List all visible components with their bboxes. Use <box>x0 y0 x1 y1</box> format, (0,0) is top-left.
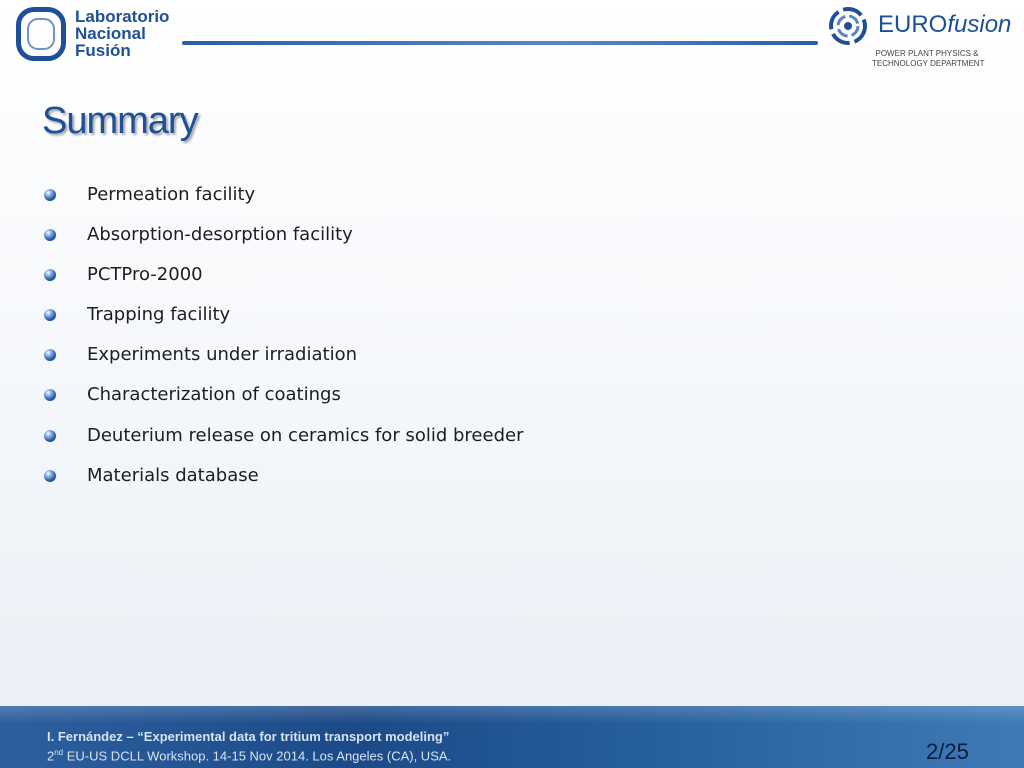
header-divider <box>182 41 818 45</box>
eurofusion-department-line: POWER PLANT PHYSICS & <box>875 49 979 58</box>
bullet-icon <box>44 470 56 482</box>
bullet-icon <box>44 430 56 442</box>
list-item-text: Permeation facility <box>87 184 256 205</box>
list-item-text: Deuterium release on ceramics for solid breeder <box>87 424 524 446</box>
lnf-logo-icon <box>16 7 66 61</box>
bullet-icon <box>44 229 56 241</box>
bullet-icon <box>44 389 56 401</box>
list-item-text: Trapping facility <box>87 304 231 326</box>
list-item-text: Materials database <box>87 464 259 486</box>
bullet-icon <box>44 309 56 321</box>
lnf-logo-text <box>75 8 195 59</box>
eurofusion-logo <box>826 4 1016 72</box>
lnf-logo-line: Fusión <box>75 41 131 60</box>
lnf-logo-line: Laboratorio <box>75 7 170 26</box>
page-title: Summary <box>42 100 198 142</box>
page-number: 2/25 <box>926 739 969 764</box>
footer-presentation-title: I. Fernández – “Experimental data for tritium transport modeling” <box>47 729 450 744</box>
bullet-icon <box>44 349 56 361</box>
eurofusion-department <box>872 49 985 69</box>
list-item-text: Characterization of coatings <box>87 384 341 406</box>
list-item-text: Experiments under irradiation <box>87 344 357 366</box>
eurofusion-emblem-icon <box>828 6 868 46</box>
eurofusion-name: EUROfusion <box>878 11 1012 38</box>
lnf-logo-line: Nacional <box>75 24 146 43</box>
bullet-icon <box>44 189 56 201</box>
lnf-logo <box>16 6 186 64</box>
eurofusion-department-line: TECHNOLOGY DEPARTMENT <box>872 59 985 68</box>
footer-event-info: 2nd EU-US DCLL Workshop. 14-15 Nov 2014. Los Angeles (CA), USA. <box>47 748 452 764</box>
footer-highlight <box>0 706 1024 724</box>
bullet-icon <box>44 269 56 281</box>
list-item-text: PCTPro-2000 <box>87 264 203 286</box>
list-item-text: Absorption-desorption facility <box>87 224 353 246</box>
footer-bar <box>0 706 1024 768</box>
